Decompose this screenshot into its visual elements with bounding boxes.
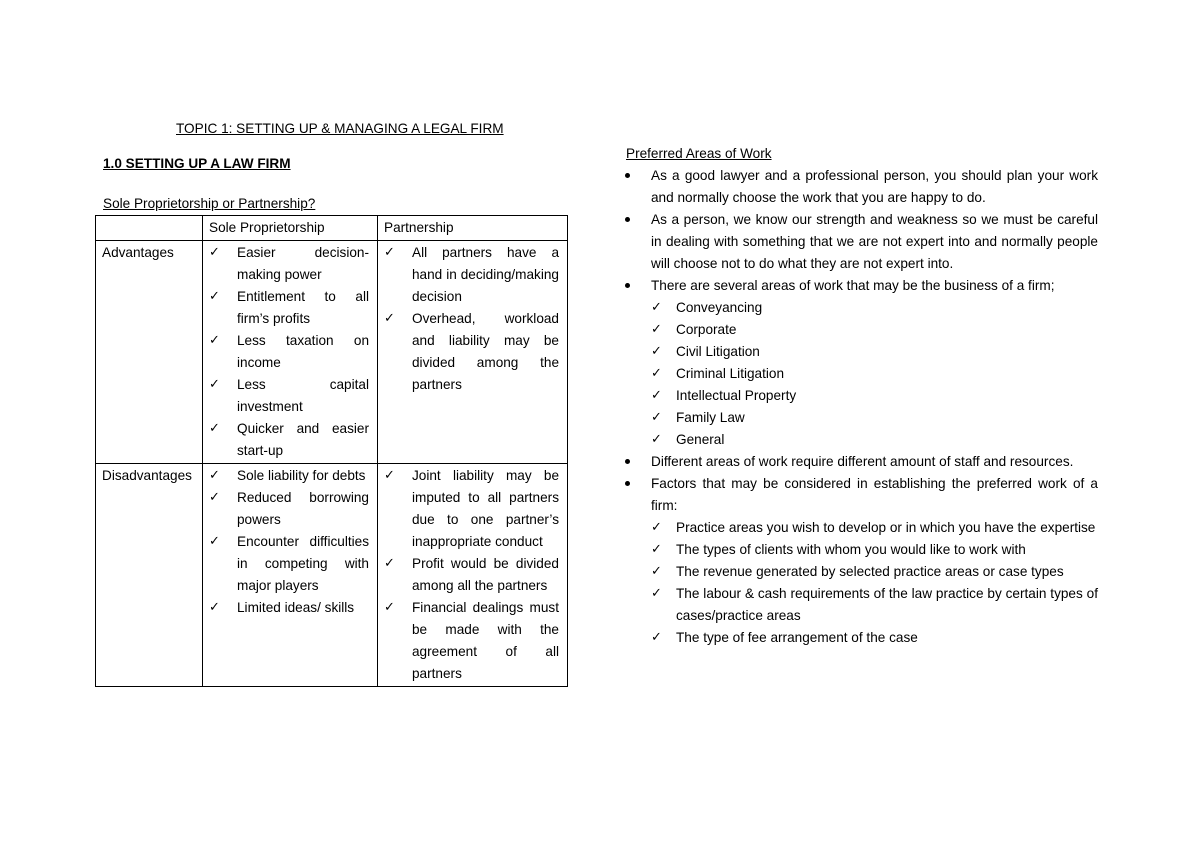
checkmark-icon: ✓ (384, 600, 395, 615)
section-heading: 1.0 SETTING UP A LAW FIRM (103, 156, 291, 171)
bullet-item (623, 275, 1098, 297)
bullet-dot-icon (625, 173, 630, 178)
table-row-disadvantages (96, 464, 568, 687)
checkmark-icon: ✓ (651, 520, 662, 535)
bullet-dot-icon (625, 283, 630, 288)
bullet-text: As a good lawyer and a professional person, you should plan your work and normally choose the work that you are happy to do. (651, 168, 1098, 205)
check-list-text: All partners have a hand in deciding/making decision (412, 245, 559, 304)
bullet-text: There are several areas of work that may be the business of a firm; (651, 278, 1055, 293)
check-list-item (382, 242, 559, 308)
disadvantages-sole-cell (203, 464, 378, 687)
sub-list-container (623, 297, 1098, 451)
checkmark-icon: ✓ (651, 322, 662, 337)
checkmark-icon: ✓ (651, 432, 662, 447)
check-list-item (207, 531, 369, 597)
preferred-areas-section (623, 143, 1098, 649)
sub-check-item (651, 539, 1098, 561)
advantages-partnership-cell (378, 241, 568, 464)
bullet-text: Different areas of work require different amount of staff and resources. (651, 454, 1074, 469)
sub-check-text: Intellectual Property (676, 388, 797, 403)
sub-check-item (651, 627, 1098, 649)
row-label-disadvantages: Disadvantages (96, 464, 203, 687)
checkmark-icon: ✓ (651, 410, 662, 425)
checkmark-icon: ✓ (209, 468, 220, 483)
sub-check-item (651, 363, 1098, 385)
bullet-text: As a person, we know our strength and weakness so we must be careful in dealing with something that we are not expert into and normally people will choose not to do what they are not expert into. (651, 212, 1098, 271)
checkmark-icon: ✓ (651, 542, 662, 557)
sub-check-text: General (676, 432, 725, 447)
check-list-text: Less taxation on income (237, 333, 369, 370)
topic-title: TOPIC 1: SETTING UP & MANAGING A LEGAL FIRM (176, 121, 504, 136)
sub-check-text: The type of fee arrangement of the case (676, 630, 918, 645)
bullet-dot-icon (625, 459, 630, 464)
check-list-text: Limited ideas/ skills (237, 600, 355, 615)
sub-check-text: Practice areas you wish to develop or in which you have the expertise (676, 520, 1096, 535)
checkmark-icon: ✓ (384, 556, 395, 571)
sub-check-text: Criminal Litigation (676, 366, 785, 381)
check-list-item (382, 465, 559, 553)
checkmark-icon: ✓ (651, 300, 662, 315)
checkmark-icon: ✓ (651, 564, 662, 579)
checkmark-icon: ✓ (651, 586, 662, 601)
bullet-item (623, 473, 1098, 517)
check-list-item (207, 465, 369, 487)
sub-check-text: Conveyancing (676, 300, 763, 315)
table-header-row (96, 216, 568, 241)
checkmark-icon: ✓ (209, 421, 220, 436)
checkmark-icon: ✓ (209, 600, 220, 615)
check-list-text: Overhead, workload and liability may be divided among the partners (412, 311, 559, 392)
table-row-advantages (96, 241, 568, 464)
sub-check-item (651, 319, 1098, 341)
sub-check-text: The labour & cash requirements of the law practice by certain types of cases/practice areas (676, 586, 1098, 623)
check-list-text: Quicker and easier start-up (237, 421, 369, 458)
comparison-table (95, 215, 568, 687)
check-list-item (207, 242, 369, 286)
row-label-advantages: Advantages (96, 241, 203, 464)
bullet-dot-icon (625, 217, 630, 222)
checkmark-icon: ✓ (384, 468, 395, 483)
check-list-item (207, 286, 369, 330)
check-list-text: Encounter difficulties in competing with major players (237, 534, 369, 593)
header-cell-sole: Sole Proprietorship (203, 216, 378, 241)
sub-check-text: The revenue generated by selected practice areas or case types (676, 564, 1064, 579)
check-list-text: Sole liability for debts (237, 468, 366, 483)
check-list-text: Entitlement to all firm’s profits (237, 289, 369, 326)
header-cell-partnership: Partnership (378, 216, 568, 241)
disadvantages-partnership-cell (378, 464, 568, 687)
sub-check-item (651, 429, 1098, 451)
disadvantages-sole-list (207, 465, 369, 619)
checkmark-icon: ✓ (651, 344, 662, 359)
advantages-partnership-list (382, 242, 559, 396)
checkmark-icon: ✓ (209, 490, 220, 505)
sub-check-item (651, 561, 1098, 583)
check-list-text: Financial dealings must be made with the agreement of all partners (412, 600, 559, 681)
checkmark-icon: ✓ (651, 388, 662, 403)
sub-check-item (651, 385, 1098, 407)
sub-check-text: Corporate (676, 322, 737, 337)
comparison-question: Sole Proprietorship or Partnership? (103, 196, 316, 211)
sub-check-item (651, 297, 1098, 319)
check-list-item (207, 418, 369, 462)
checkmark-icon: ✓ (384, 311, 395, 326)
bullet-dot-icon (625, 481, 630, 486)
bullet-item (623, 209, 1098, 275)
check-list-item (207, 597, 369, 619)
bullet-item (623, 451, 1098, 473)
bullet-text: Factors that may be considered in establishing the preferred work of a firm: (651, 476, 1098, 513)
bullet-item (623, 165, 1098, 209)
header-cell-empty (96, 216, 203, 241)
check-list-item (207, 374, 369, 418)
advantages-sole-cell (203, 241, 378, 464)
checkmark-icon: ✓ (651, 366, 662, 381)
sub-check-item (651, 517, 1098, 539)
sub-check-item (651, 583, 1098, 627)
sub-check-text: Civil Litigation (676, 344, 760, 359)
check-list-text: Profit would be divided among all the partners (412, 556, 559, 593)
check-list-text: Easier decision-making power (237, 245, 369, 282)
sub-check-text: The types of clients with whom you would like to work with (676, 542, 1026, 557)
check-list-text: Less capital investment (237, 377, 369, 414)
checkmark-icon: ✓ (209, 333, 220, 348)
preferred-areas-list (623, 165, 1098, 649)
checkmark-icon: ✓ (209, 289, 220, 304)
check-list-text: Reduced borrowing powers (237, 490, 369, 527)
check-list-item (382, 597, 559, 685)
checkmark-icon: ✓ (651, 630, 662, 645)
checkmark-icon: ✓ (384, 245, 395, 260)
sub-check-list (651, 517, 1098, 649)
sub-check-list (651, 297, 1098, 451)
check-list-item (207, 487, 369, 531)
advantages-sole-list (207, 242, 369, 462)
checkmark-icon: ✓ (209, 377, 220, 392)
sub-list-container (623, 517, 1098, 649)
disadvantages-partnership-list (382, 465, 559, 685)
check-list-text: Joint liability may be imputed to all partners due to one partner’s inappropriate conduct (412, 468, 559, 549)
sub-check-item (651, 341, 1098, 363)
checkmark-icon: ✓ (209, 245, 220, 260)
checkmark-icon: ✓ (209, 534, 220, 549)
sub-check-item (651, 407, 1098, 429)
sub-check-text: Family Law (676, 410, 745, 425)
check-list-item (382, 553, 559, 597)
preferred-areas-heading: Preferred Areas of Work (626, 146, 772, 161)
check-list-item (382, 308, 559, 396)
check-list-item (207, 330, 369, 374)
